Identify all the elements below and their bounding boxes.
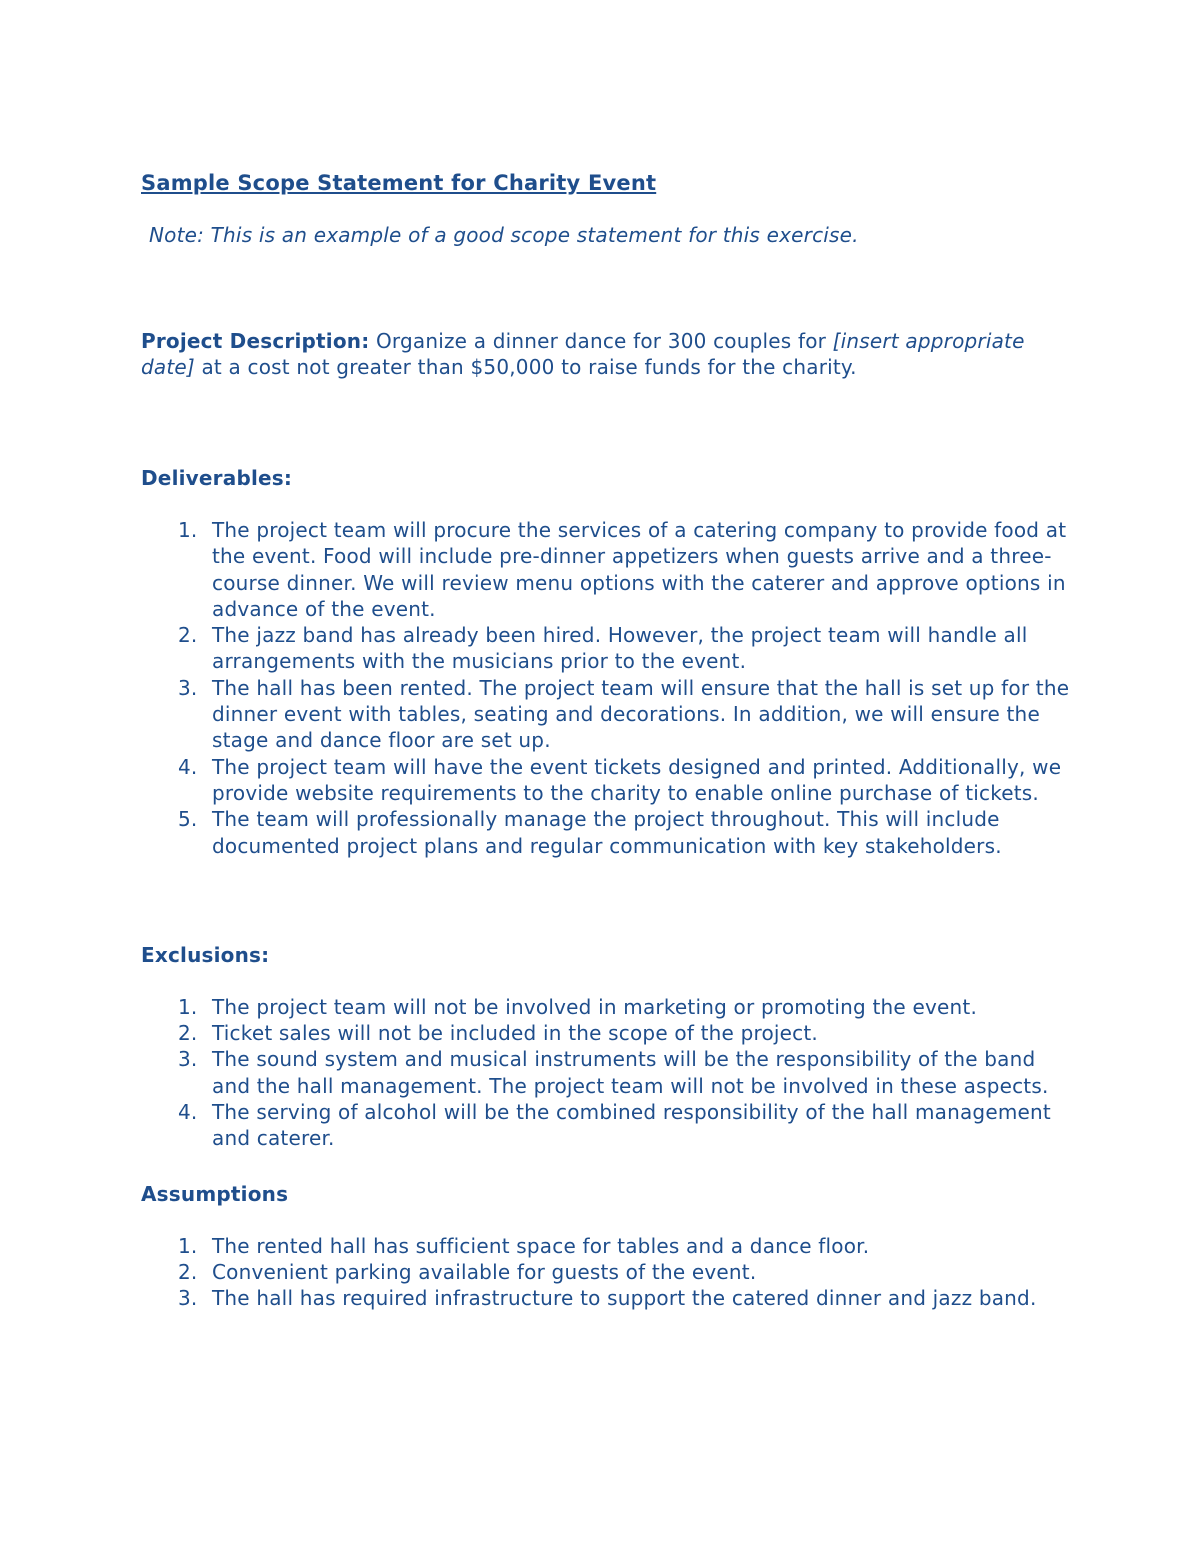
list-item: [178, 1233, 1071, 1259]
list-item: [178, 806, 1071, 859]
document-page: [141, 168, 1071, 1312]
list-item: [178, 1099, 1071, 1152]
list-item-text: The team will professionally manage the project throughout. This will include documented project plans and regular communication with key stakeholders.: [212, 807, 1002, 858]
list-item-text: The hall has been rented. The project team will ensure that the hall is set up for the dinner event with tables, seating and decorations. In addition, we will ensure the stage and dance floor are set up.: [212, 675, 1070, 753]
project-description-date-placeholder: [insert appropriate date]: [141, 329, 1025, 379]
list-item-number: 3.: [178, 1286, 198, 1311]
list-item-text: Convenient parking available for guests of the event.: [212, 1259, 757, 1284]
list-item: [178, 1259, 1071, 1285]
list-item: [178, 754, 1071, 807]
list-item-text: The project team will procure the services of a catering company to provide food at the event. Food will include pre-dinner appetizers when guests arrive and a three-course dinner. We will review menu options with the caterer and approve options in advance of the event.: [212, 518, 1067, 621]
list-item-text: Ticket sales will not be included in the scope of the project.: [212, 1021, 818, 1046]
list-item: [178, 994, 1071, 1020]
project-description-text-before: Organize a dinner dance for 300 couples for: [369, 329, 833, 353]
list-item-text: The serving of alcohol will be the combined responsibility of the hall management and caterer.: [212, 1100, 1051, 1151]
assumptions-list: [141, 1233, 1071, 1312]
list-item: [178, 1285, 1071, 1311]
list-item-text: The project team will not be involved in marketing or promoting the event.: [212, 994, 978, 1019]
exclusions-heading: Exclusions:: [141, 942, 270, 967]
list-item-number: 4.: [178, 1100, 198, 1125]
project-description-text-after: at a cost not greater than $50,000 to raise funds for the charity.: [194, 355, 857, 379]
deliverables-list: [141, 517, 1071, 859]
list-item-text: The jazz band has already been hired. However, the project team will handle all arrangements with the musicians prior to the event.: [212, 623, 1028, 674]
list-item-number: 1.: [178, 994, 198, 1019]
list-item-number: 2.: [178, 1259, 198, 1284]
document-title: Sample Scope Statement for Charity Event: [141, 171, 657, 195]
list-item-number: 5.: [178, 807, 198, 832]
list-item-number: 1.: [178, 518, 198, 542]
deliverables-heading: Deliverables:: [141, 466, 293, 490]
project-description-label: Project Description:: [141, 329, 370, 353]
assumptions-heading: Assumptions: [141, 1181, 289, 1206]
list-item: [178, 517, 1071, 622]
list-item-number: 2.: [178, 1021, 198, 1046]
project-description: [141, 328, 1071, 380]
list-item-text: The project team will have the event tickets designed and printed. Additionally, we provide website requirements to the charity to enable online purchase of tickets.: [212, 754, 1062, 805]
list-item-number: 3.: [178, 1047, 198, 1072]
list-item: [178, 1020, 1071, 1046]
note-text: Note: This is an example of a good scope statement for this exercise.: [149, 223, 859, 247]
list-item-number: 1.: [178, 1233, 198, 1258]
list-item-number: 3.: [178, 675, 198, 700]
list-item: [178, 675, 1071, 754]
list-item-text: The sound system and musical instruments will be the responsibility of the band and the hall management. The project team will not be involved in these aspects.: [212, 1047, 1049, 1098]
list-item-text: The hall has required infrastructure to support the catered dinner and jazz band.: [212, 1286, 1037, 1311]
list-item: [178, 1046, 1071, 1099]
list-item-text: The rented hall has sufficient space for tables and a dance floor.: [212, 1233, 870, 1258]
list-item-number: 2.: [178, 623, 198, 648]
list-item-number: 4.: [178, 754, 198, 779]
exclusions-list: [141, 994, 1071, 1152]
list-item: [178, 622, 1071, 675]
